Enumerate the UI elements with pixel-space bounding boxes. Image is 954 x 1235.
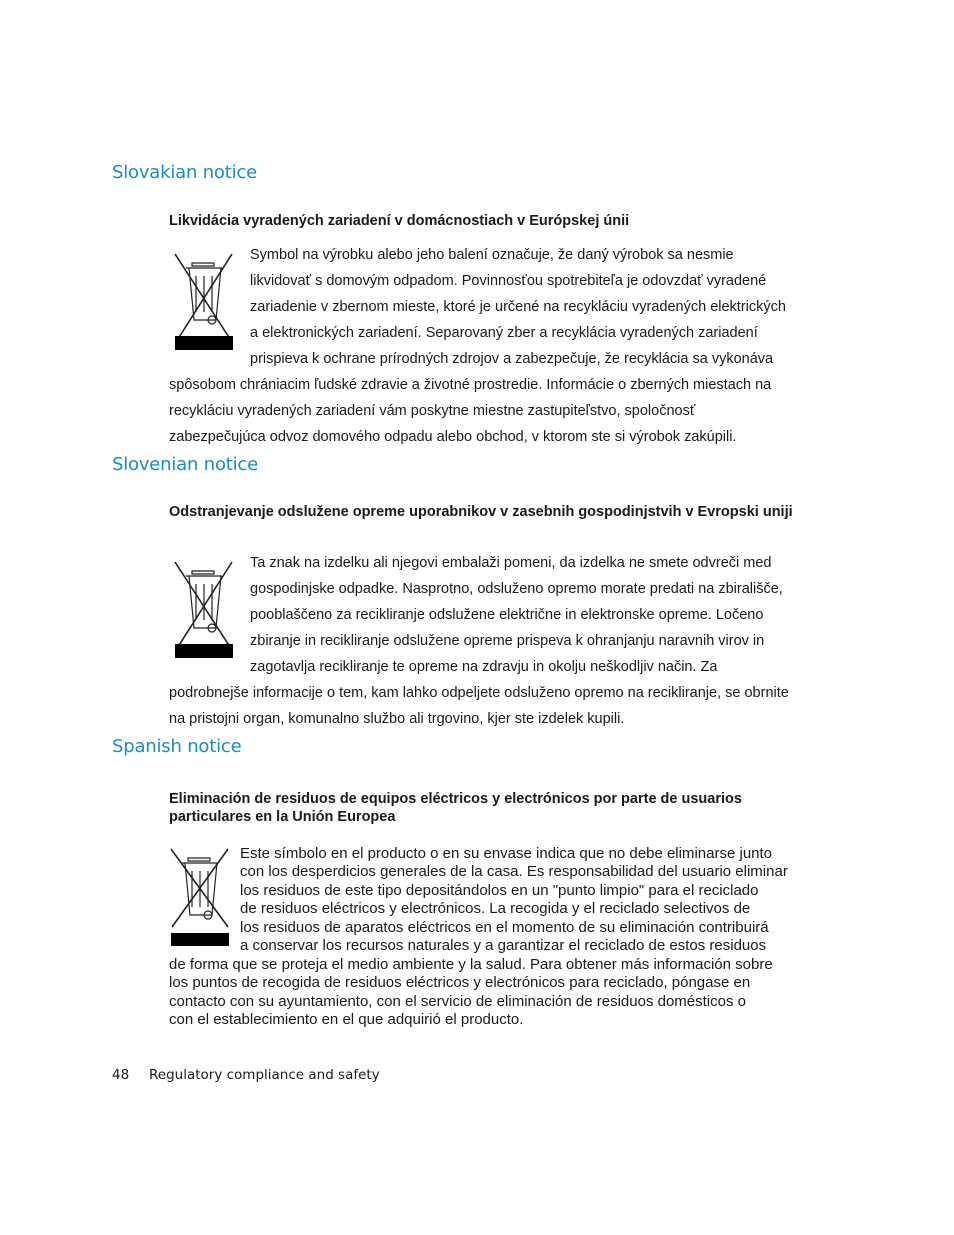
body-line: con los desperdicios generales de la casa. Es responsabilidad del usuario eliminar bbox=[240, 863, 788, 880]
page-number: 48 bbox=[112, 1067, 130, 1083]
body-line: los puntos de recogida de residuos eléctricos y electrónicos para reciclado, póngase en bbox=[169, 974, 751, 991]
body-line: na pristojni organ, komunalno službo ali trgovino, kjer ste izdelek kupili. bbox=[169, 711, 625, 727]
body-line: Symbol na výrobku alebo jeho balení označuje, že daný výrobok sa nesmie bbox=[250, 247, 734, 263]
body-line: zariadenie v zbernom mieste, ktoré je určené na recykláciu vyradených elektrických bbox=[250, 299, 786, 315]
crossed-out-wheelie-bin-icon bbox=[172, 558, 236, 660]
body-line: prispieva k ochrane prírodných zdrojov a zabezpečuje, že recyklácia sa vykonáva bbox=[250, 351, 774, 367]
body-line: de residuos eléctricos y electrónicos. La recogida y el reciclado selectivos de bbox=[240, 900, 751, 917]
body-line: zbiranje in recikliranje odslužene opreme prispeva k ohranjanju naravnih virov in bbox=[250, 633, 765, 649]
slovakian-subheading: Likvidácia vyradených zariadení v domácnostiach v Európskej únii bbox=[169, 213, 630, 229]
body-line: likvidovať s domovým odpadom. Povinnosťou spotrebiteľa je odovzdať vyradené bbox=[250, 273, 767, 289]
page-footer bbox=[112, 1067, 380, 1083]
body-line: gospodinjske odpadke. Nasprotno, odsluženo opremo morate predati na zbirališče, bbox=[250, 581, 783, 597]
body-line: a elektronických zariadení. Separovaný zber a recyklácia vyradených zariadení bbox=[250, 325, 758, 341]
body-line: con el establecimiento en el que adquirió el producto. bbox=[169, 1011, 524, 1028]
slovenian-notice-heading: Slovenian notice bbox=[112, 454, 258, 475]
body-line: los residuos de aparatos eléctricos en el momento de su eliminación contribuirá bbox=[240, 919, 769, 936]
body-line: recykláciu vyradených zariadení vám poskytne miestne zastupiteľstvo, spoločnosť bbox=[169, 403, 696, 419]
body-line: zabezpečujúca odvoz domového odpadu alebo obchod, v ktorom ste si výrobok zakúpili. bbox=[169, 429, 737, 445]
crossed-out-wheelie-bin-icon bbox=[168, 845, 232, 947]
slovakian-notice-heading: Slovakian notice bbox=[112, 162, 257, 183]
body-line: pooblaščeno za recikliranje odslužene električne in elektronske opreme. Ločeno bbox=[250, 607, 764, 623]
slovenian-subheading: Odstranjevanje odslužene opreme uporabnikov v zasebnih gospodinjstvih v Evropski uniji bbox=[169, 504, 793, 520]
body-line: los residuos de este tipo depositándolos en un "punto limpio" para el reciclado bbox=[240, 882, 759, 899]
spanish-subheading: Eliminación de residuos de equipos eléctricos y electrónicos por parte de usuarios particulares en la Unión Europea bbox=[169, 791, 742, 825]
body-line: contacto con su ayuntamiento, con el servicio de eliminación de residuos domésticos o bbox=[169, 993, 746, 1010]
body-line: Este símbolo en el producto o en su envase indica que no debe eliminarse junto bbox=[240, 845, 773, 862]
body-line: a conservar los recursos naturales y a garantizar el reciclado de estos residuos bbox=[240, 937, 767, 954]
body-line: spôsobom chrániacim ľudské zdravie a životné prostredie. Informácie o zberných miestach na bbox=[169, 377, 772, 393]
body-line: podrobnejše informacije o tem, kam lahko odpeljete odsluženo opremo na recikliranje, se obrnite bbox=[169, 685, 789, 701]
crossed-out-wheelie-bin-icon bbox=[172, 250, 236, 352]
body-line: de forma que se proteja el medio ambiente y la salud. Para obtener más información sobre bbox=[169, 956, 773, 973]
footer-section-title: Regulatory compliance and safety bbox=[149, 1067, 380, 1083]
spanish-notice-heading: Spanish notice bbox=[112, 736, 242, 757]
body-line: Ta znak na izdelku ali njegovi embalaži pomeni, da izdelka ne smete odvreči med bbox=[250, 555, 772, 571]
body-line: zagotavlja recikliranje te opreme na zdravju in okolju neškodljiv način. Za bbox=[250, 659, 718, 675]
